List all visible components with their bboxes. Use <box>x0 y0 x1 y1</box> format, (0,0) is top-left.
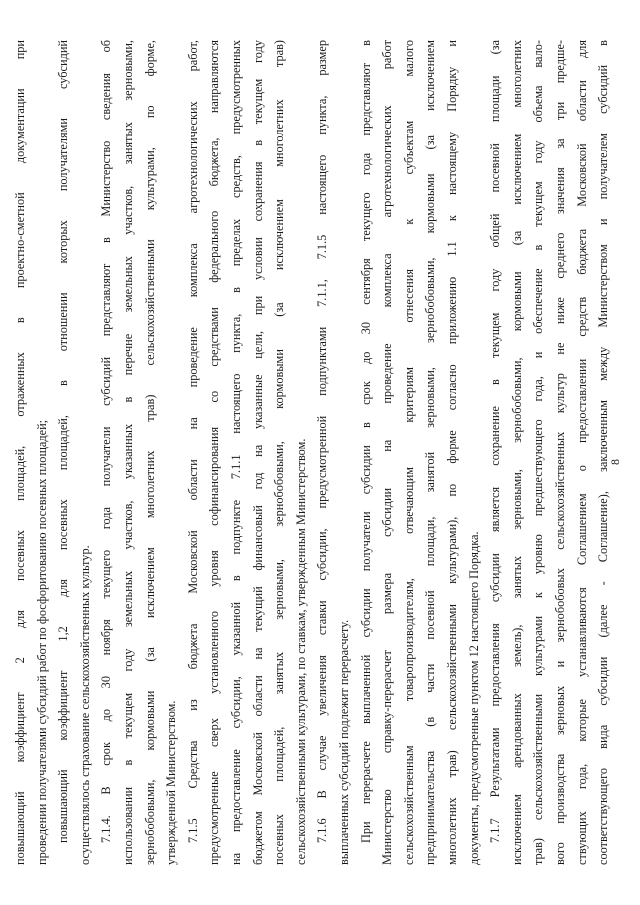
text-line: соответствующего вида субсидии (далее - Соглашение), заключенным между Министерством и получателем субсидий в <box>596 40 611 865</box>
text-line: использовании в текущем году земельных участков, указанных в перечне земельных участков, занятых зерновыми, <box>121 40 135 865</box>
page-number: 8 <box>608 459 622 465</box>
text-line: повышающий коэффициент 1,2 для посевных площадей, в отношении которых получателями субсидий <box>56 40 71 843</box>
text-line: ствующих года, которые устанавливаются Соглашением о предоставлении средств бюджета Московской области для <box>574 40 589 865</box>
text-line: на предоставление субсидии, указанной в подпункте 7.1.1 настоящего пункта, в пределах средств, предусмотренных <box>229 40 243 865</box>
text-line: выплаченных субсидий подлежит перерасчету. <box>337 619 351 865</box>
text-line: Министерство справку-перерасчет размера субсидии на проведение комплекса агротехнологических работ <box>380 40 395 865</box>
text-line: 7.1.7 Результатами предоставления субсидии является сохранение в текущем году общей посевной площади (за <box>488 40 503 843</box>
text-line: вого производства зерновых и зернобобовых сельскохозяйственных культур не ниже среднего значения за три предше- <box>553 40 567 865</box>
text-line: предпринимательства (в части посевной площади, занятой зерновыми, зернобобовыми, кормовыми (за исключением <box>423 40 438 865</box>
text-line: сельскохозяйственным товаропроизводителям, отвечающим критериям отнесения к субъектам малого <box>401 40 416 865</box>
text-line: зернобобовыми, кормовыми (за исключением многолетних трав) сельскохозяйственными культурами, по форме, <box>142 40 157 865</box>
text-line: повышающий коэффициент 2 для посевных площадей, отраженных в проектно-сметной документации при <box>13 40 27 865</box>
text-line: осуществлялось страхование сельскохозяйственных культур. <box>77 545 92 865</box>
text-line: предусмотренные сверх установленного уровня софинансирования со средствами федерального бюджета, направляются <box>207 40 222 865</box>
text-line: сельскохозяйственными культурами, по ставкам, утвержденным Министерством. <box>293 438 308 865</box>
text-line: 7.1.6 В случае увеличения ставки субсидии, предусмотренной подпунктами 7.1.1, 7.1.5 настоящего пункта, размер <box>315 40 330 843</box>
text-line: трав) сельскохозяйственными культурами к уровню предшествующего года, и обеспечение в текущем году объема вало- <box>531 40 546 865</box>
text-line: посевных площадей, занятых зерновыми, зернобобовыми, кормовыми (за исключением многолетних трав) <box>272 40 287 865</box>
text-line: документы, предусмотренные пунктом 12 настоящего Порядка. <box>466 531 481 865</box>
text-line: 7.1.4. В срок до 30 ноября текущего года получатели субсидий представляют в Министерство сведения об <box>99 40 114 843</box>
text-line: проведении получателями субсидий работ по фосфоритованию посевных площадей; <box>34 419 49 865</box>
text-line: многолетних трав) сельскохозяйственными культурами), по форме согласно приложению 1.1 к настоящему Порядку и <box>445 40 459 865</box>
text-line: исключением арендованных земель), занятых зерновыми, зернобобовыми, кормовыми (за исключением многолетних <box>509 40 524 865</box>
text-line: 7.1.5 Средства из бюджета Московской области на проведение комплекса агротехнологических работ, <box>185 40 200 843</box>
text-line: утвержденной Министерством. <box>164 700 179 865</box>
text-line: бюджетом Московской области на текущий финансовый год на указанные цели, при условии сохранения в текущем году <box>250 40 265 865</box>
text-line: При перерасчете выплаченной субсидии получатели субсидии в срок до 30 сентября текущего года представляют в <box>358 40 373 843</box>
